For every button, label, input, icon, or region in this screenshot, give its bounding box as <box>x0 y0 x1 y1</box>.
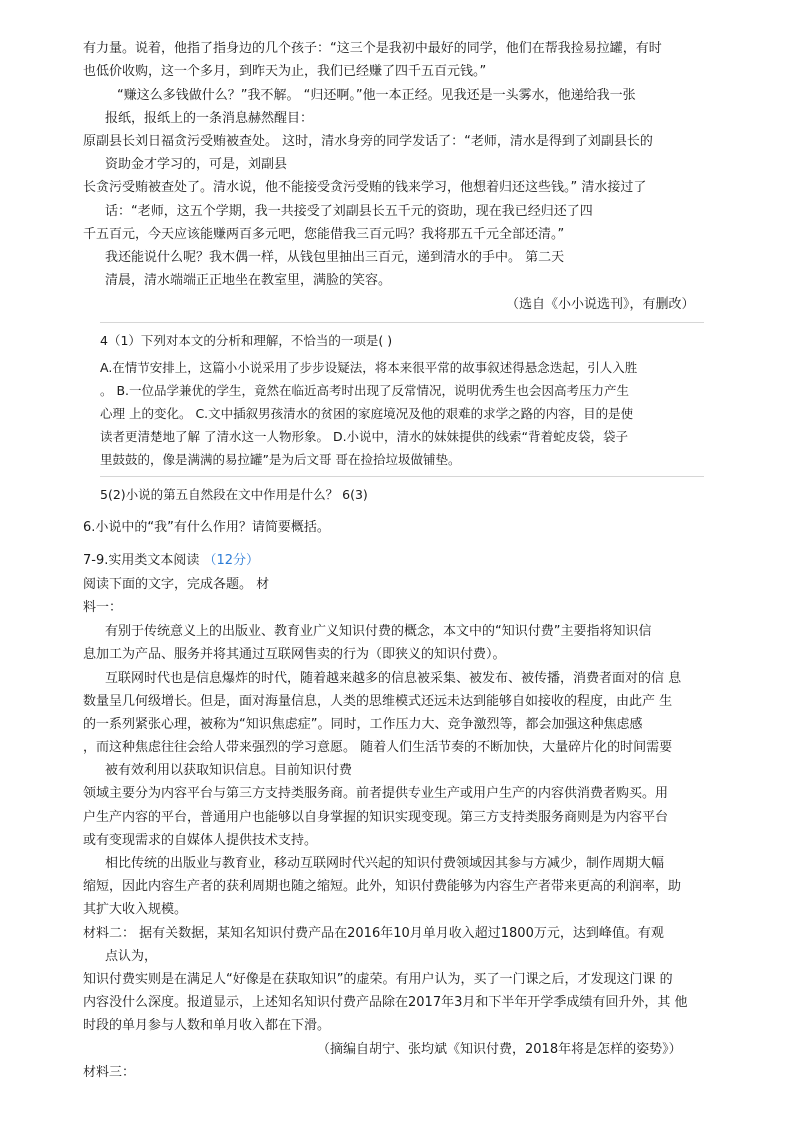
material1-line: 互联网时代也是信息爆炸的时代，随着越来越多的信息被采集、被发布、被传播，消费者面对的信 息 <box>105 671 682 686</box>
material1-line: 户生产内容的平台，普通用户也能够以自身掌握的知识实现变现。第三方支持类服务商则是为内容平台 <box>83 810 669 825</box>
material1-line: 数量呈几何级增长。但是，面对海量信息，人类的思维模式还远未达到能够自如接收的程度，由此产 生 <box>83 694 673 709</box>
material2-source: （摘编自胡宁、张均斌《知识付费，2018年将是怎样的姿势》） <box>317 1042 682 1057</box>
material1-label: 料一： <box>83 600 123 615</box>
story-line: 长贪污受贿被查处了。清水说，他不能接受贪污受贿的钱来学习，他想着归还这些钱。” 清水接过了 <box>83 180 647 195</box>
story-line: 原副县长刘日福贪污受贿被查处。 这时，清水身旁的同学发话了：“老师，清水是得到了刘副县长的 <box>83 134 653 149</box>
section-score: （12分） <box>203 553 260 568</box>
story-line: 资助金才学习的，可是，刘副县 <box>105 157 288 172</box>
material1-line: 息加工为产品、服务并将其通过互联网售卖的行为（即狭义的知识付费）。 <box>83 647 506 662</box>
material1-line: 或有变现需求的自媒体人提供技术支持。 <box>83 833 318 848</box>
material1-line: 缩短，因此内容生产者的获利周期也随之缩短。此外，知识付费能够为内容生产者带来更高的利润率，助 <box>83 879 682 894</box>
story-line: 报纸，报纸上的一条消息赫然醒目： <box>105 111 314 126</box>
material1-line: 被有效利用以获取知识信息。目前知识付费 <box>105 763 353 778</box>
story-line: 我还能说什么呢？我木偶一样，从钱包里抽出三百元，递到清水的手中。 第二天 <box>105 250 565 265</box>
story-line: “赚这么多钱做什么？”我不解。 “归还啊。”他一本正经。见我还是一头雾水，他递给我一张 <box>117 88 636 103</box>
story-line: 清晨，清水端端正正地坐在教室里，满脸的笑容。 <box>105 273 392 288</box>
material2-line: 时段的单月参与人数和单月收入都在下滑。 <box>83 1018 331 1033</box>
material1-line: ，而这种焦虑往往会给人带来强烈的学习意愿。 随着人们生活节奏的不断加快，大量碎片化的时间需要 <box>83 740 673 755</box>
material1-line: 其扩大收入规模。 <box>83 902 188 917</box>
story-source: （选自《小小说选刊》，有删改） <box>506 297 695 312</box>
material3-label: 材料三： <box>83 1065 136 1080</box>
question-5: 5(2)小说的第五自然段在文中作用是什么？ 6(3) <box>100 487 368 502</box>
material1-line: 领域主要分为内容平台与第三方支持类服务商。前者提供专业生产或用户生产的内容供消费者购买。用 <box>83 786 669 801</box>
question-4-option-line: A.在情节安排上，这篇小小说采用了步步设疑法，将本来很平常的故事叙述得悬念迭起，引人入胜 <box>100 360 638 375</box>
section-instruction: 阅读下面的文字，完成各题。 材 <box>83 577 270 592</box>
section-title-text: 7-9.实用类文本阅读 <box>83 553 200 568</box>
material2-line: 内容没什么深度。报道显示，上述知名知识付费产品除在2017年3月和下半年开学季成绩有回升外，其 他 <box>83 995 688 1010</box>
question-6: 6.小说中的“我”有什么作用？请简要概括。 <box>83 520 330 535</box>
material2-line: 材料二： 据有关数据，某知名知识付费产品在2016年10月单月收入超过1800万元，达到峰值。有观 <box>83 926 664 941</box>
material1-line: 的一系列紧张心理，被称为“知识焦虑症”。同时，工作压力大、竞争激烈等，都会加强这种焦虑感 <box>83 717 643 732</box>
question-4-option-line: 。 B.一位品学兼优的学生，竟然在临近高考时出现了反常情况，说明优秀生也会因高考压力产生 <box>100 383 630 398</box>
question-4-option-line: 里鼓鼓的，像是满满的易拉罐”是为后文哥 哥在捡拾垃圾做铺垫。 <box>100 452 461 467</box>
question-4-option-line: 读者更清楚地了解 了清水这一人物形象。 D.小说中，清水的妹妹提供的线索“背着蛇皮袋，袋子 <box>100 429 629 444</box>
question-4-option-line: 心理 上的变化。 C.文中插叙男孩清水的贫困的家庭境况及他的艰难的求学之路的内容，目的是使 <box>100 406 634 421</box>
material1-line: 相比传统的出版业与教育业，移动互联网时代兴起的知识付费领域因其参与方减少，制作周期大幅 <box>105 856 665 871</box>
story-line: 也低价收购，这一个多月，到昨天为止，我们已经赚了四千五百元钱。” <box>83 64 487 79</box>
material1-line: 有别于传统意义上的出版业、教育业广义知识付费的概念，本文中的“知识付费”主要指将知识信 <box>105 624 652 639</box>
material2-line: 知识付费实则是在满足人“好像是在获取知识”的虚荣。有用户认为，买了一门课之后，才发现这门课 的 <box>83 972 673 987</box>
material2-line: 点认为， <box>105 949 158 964</box>
divider <box>100 322 704 323</box>
question-4-stem: 4（1）下列对本文的分析和理解，不恰当的一项是( ) <box>100 333 393 348</box>
divider <box>100 476 704 477</box>
story-line: 话：“老师，这五个学期，我一共接受了刘副县长五千元的资助，现在我已经归还了四 <box>105 204 593 219</box>
story-line: 有力量。说着，他指了指身边的几个孩子：“这三个是我初中最好的同学，他们在帮我捡易拉罐，有时 <box>83 41 662 56</box>
story-line: 千五百元，今天应该能赚两百多元吧，您能借我三百元吗？我将那五千元全部还清。” <box>83 227 565 242</box>
section-title <box>83 553 259 569</box>
